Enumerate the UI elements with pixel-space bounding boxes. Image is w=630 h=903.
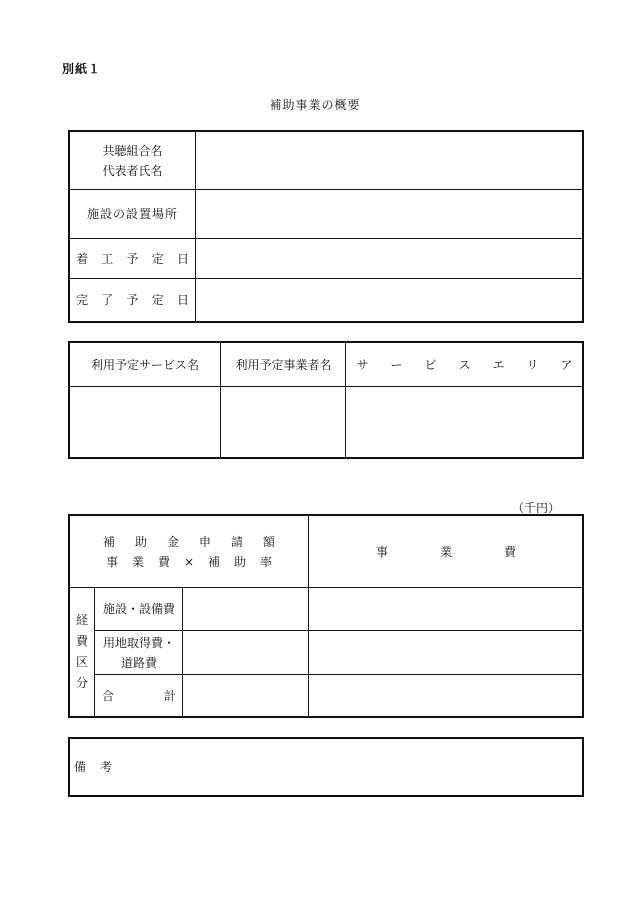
label-char: 日: [176, 251, 189, 266]
label-char: 着: [76, 251, 89, 266]
unit-label: （千円）: [511, 501, 560, 515]
label-char: 定: [151, 251, 164, 266]
union-name-label: 共聴組合名: [102, 143, 163, 158]
subsidy-amount-header-line1: 補助金申請額: [102, 534, 295, 549]
remarks-label-text: 備考: [74, 760, 127, 774]
label-char: 日: [176, 293, 189, 307]
land-acquisition-cost-label: 用地取得費・: [102, 635, 175, 650]
document-title: 補助事業の概要: [269, 98, 361, 112]
installation-location-field[interactable]: [197, 190, 582, 238]
expense-category-label: [70, 588, 94, 716]
project-cost-header-text: 事業費: [375, 544, 568, 559]
label-char: 合: [102, 688, 115, 703]
applicant-info-table: [68, 130, 584, 323]
label-char: 分: [75, 676, 88, 690]
installation-location-label: 施設の設置場所: [86, 207, 178, 221]
land-road-subsidy-field[interactable]: [184, 631, 308, 674]
representative-name-label: 代表者氏名: [102, 163, 163, 178]
service-area-header-text: サービスエリア: [356, 357, 595, 372]
remarks-box[interactable]: [68, 737, 584, 797]
service-table: [68, 341, 595, 459]
service-area-header: [347, 343, 595, 386]
service-name-field[interactable]: [70, 388, 220, 457]
label-char: 経: [75, 613, 88, 627]
land-road-cost-field[interactable]: [310, 631, 582, 674]
column-divider: [94, 587, 95, 716]
facility-equipment-subsidy-field[interactable]: [184, 588, 308, 630]
remarks-label: [74, 739, 126, 795]
provider-name-header: 利用予定事業者名: [235, 357, 332, 372]
start-date-label: [70, 239, 195, 278]
total-subsidy-field[interactable]: [184, 675, 308, 716]
page-label: 別紙１: [62, 62, 102, 76]
total-label: [96, 675, 182, 716]
completion-date-field[interactable]: [197, 279, 582, 321]
label-char: 区: [75, 655, 88, 669]
completion-date-label: [70, 279, 195, 321]
total-cost-field[interactable]: [310, 675, 582, 716]
label-char: 完: [76, 293, 89, 307]
column-divider: [182, 587, 183, 716]
label-char: 工: [101, 251, 114, 266]
expense-table: [68, 514, 584, 718]
union-representative-field[interactable]: [197, 132, 582, 189]
start-date-field[interactable]: [197, 239, 582, 278]
column-divider: [308, 516, 309, 716]
land-road-cost-label: [96, 631, 182, 674]
label-char: 了: [101, 293, 114, 307]
subsidy-amount-header-line2: 事業費×補助率: [105, 554, 287, 569]
label-char: 予: [126, 293, 139, 307]
label-char: 定: [151, 293, 164, 307]
facility-equipment-cost-field[interactable]: [310, 588, 582, 630]
label-char: 計: [163, 688, 176, 703]
service-area-field[interactable]: [347, 388, 582, 457]
column-divider: [220, 343, 221, 457]
union-representative-label: [70, 132, 195, 189]
column-divider: [195, 132, 196, 321]
label-char: 費: [75, 634, 88, 648]
subsidy-amount-header: [70, 516, 308, 587]
provider-name-field[interactable]: [222, 388, 345, 457]
road-cost-label: 道路費: [120, 655, 157, 670]
column-divider: [345, 343, 346, 457]
project-cost-header: [310, 516, 582, 587]
service-name-header: 利用予定サービス名: [90, 357, 199, 372]
facility-equipment-cost-label: 施設・設備費: [102, 602, 175, 616]
label-char: 予: [126, 251, 139, 266]
row-divider: [70, 386, 582, 387]
